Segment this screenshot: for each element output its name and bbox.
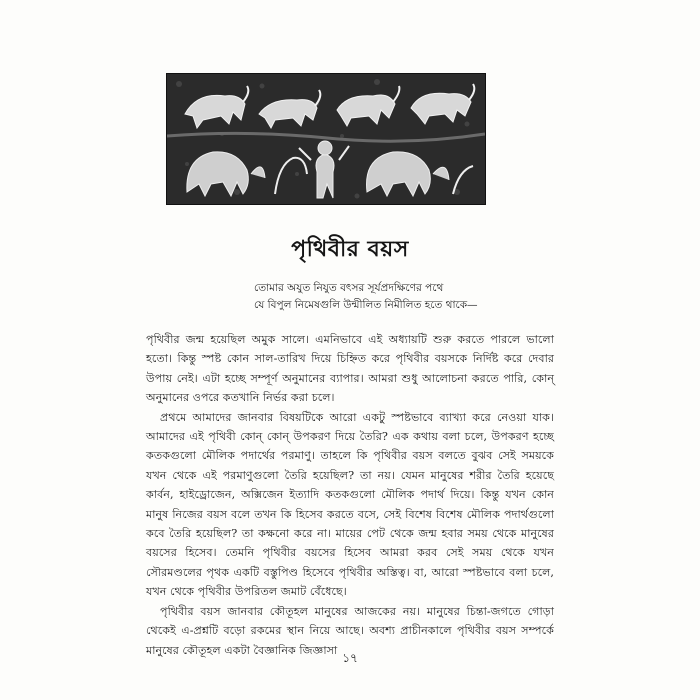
cave-painting-svg	[167, 74, 485, 204]
epigraph-line: তোমার অযুত নিযুত বৎসর সূর্যপ্রদক্ষিণের পথে	[254, 282, 444, 294]
paragraph: প্রথমে আমাদের জানবার বিষয়টিকে আরো একটু স্পষ্টভাবে ব্যাখ্যা করে নেওয়া যাক। আমাদের এই পৃথিবী কোন্‌ কোন্‌ উপকরণ দিয়ে তৈরি? এক কথায় বলা চলে, উপকরণ হচ্ছে কতকগুলো মৌলিক পদার্থের পরমাণু। তাহলে কি পৃথিবীর বয়স বলতে বুঝব সেই সময়কে যখন থেকে এই পরমাণুগুলো তৈরি হয়েছিল? তা নয়। যেমন মানুষের শরীর তৈরি হয়েছে কার্বন, হাইড্রোজেন, অক্সিজেন ইত্যাদি কতকগুলো মৌলিক পদার্থ দিয়ে। কিন্তু যখন কোন মানুষ নিজের বয়স বলে তখন কি হিসেব করতে বসে, সেই বিশেষ বিশেষ মৌলিক পদার্থগুলো কবে তৈরি হয়েছিল? তা কক্ষনো করে না। মায়ের পেট থেকে জন্ম হবার সময় থেকে মানুষের বয়সের হিসেব। তেমনি পৃথিবীর বয়সের হিসেব আমরা করব সেই সময় থেকে যখন সৌরমণ্ডলের পৃথক একটি বস্তুপিণ্ড হিসেবে পৃথিবীর অস্তিত্ব। বা, আরো স্পষ্টভাবে বলা চলে, যখন থেকে পৃথিবীর উপরিতল জমাট বেঁধেছে।	[146, 410, 554, 599]
paragraph: পৃথিবীর বয়স জানবার কৌতূহল মানুষের আজকের নয়। মানুষের চিন্তা-জগতে গোড়া থেকেই এ-প্রশ্নটি বড়ো রকমের স্থান নিয়ে আছে। অবশ্য প্রাচীনকালে পৃথিবীর বয়স সম্পর্কে মানুষের কৌতূহল একটা বৈজ্ঞানিক জিজ্ঞাসা	[146, 604, 554, 657]
chapter-title: পৃথিবীর বয়স	[291, 236, 409, 262]
epigraph	[254, 280, 478, 314]
page-number: ১৭	[342, 651, 358, 665]
epigraph-line: যে বিপুল নিমেষগুলি উন্মীলিত নিমীলিত হতে থাকে—	[254, 299, 478, 311]
cave-painting-illustration	[166, 73, 486, 205]
paragraph: পৃথিবীর জন্ম হয়েছিল অমুক সালে। এমনিভাবে এই অধ্যায়টি শুরু করতে পারলে ভালো হতো। কিন্তু স্পষ্ট কোন সাল-তারিখ দিয়ে চিহ্নিত করে পৃথিবীর বয়সকে নির্দিষ্ট করে দেবার উপায় নেই। এটা হচ্ছে সম্পূর্ণ অনুমানের ব্যাপার। আমরা শুধু আলোচনা করতে পারি, কোন্‌ অনুমানের ওপরে কতখানি নির্ভর করা চলে।	[146, 333, 554, 405]
body-text	[146, 330, 554, 660]
